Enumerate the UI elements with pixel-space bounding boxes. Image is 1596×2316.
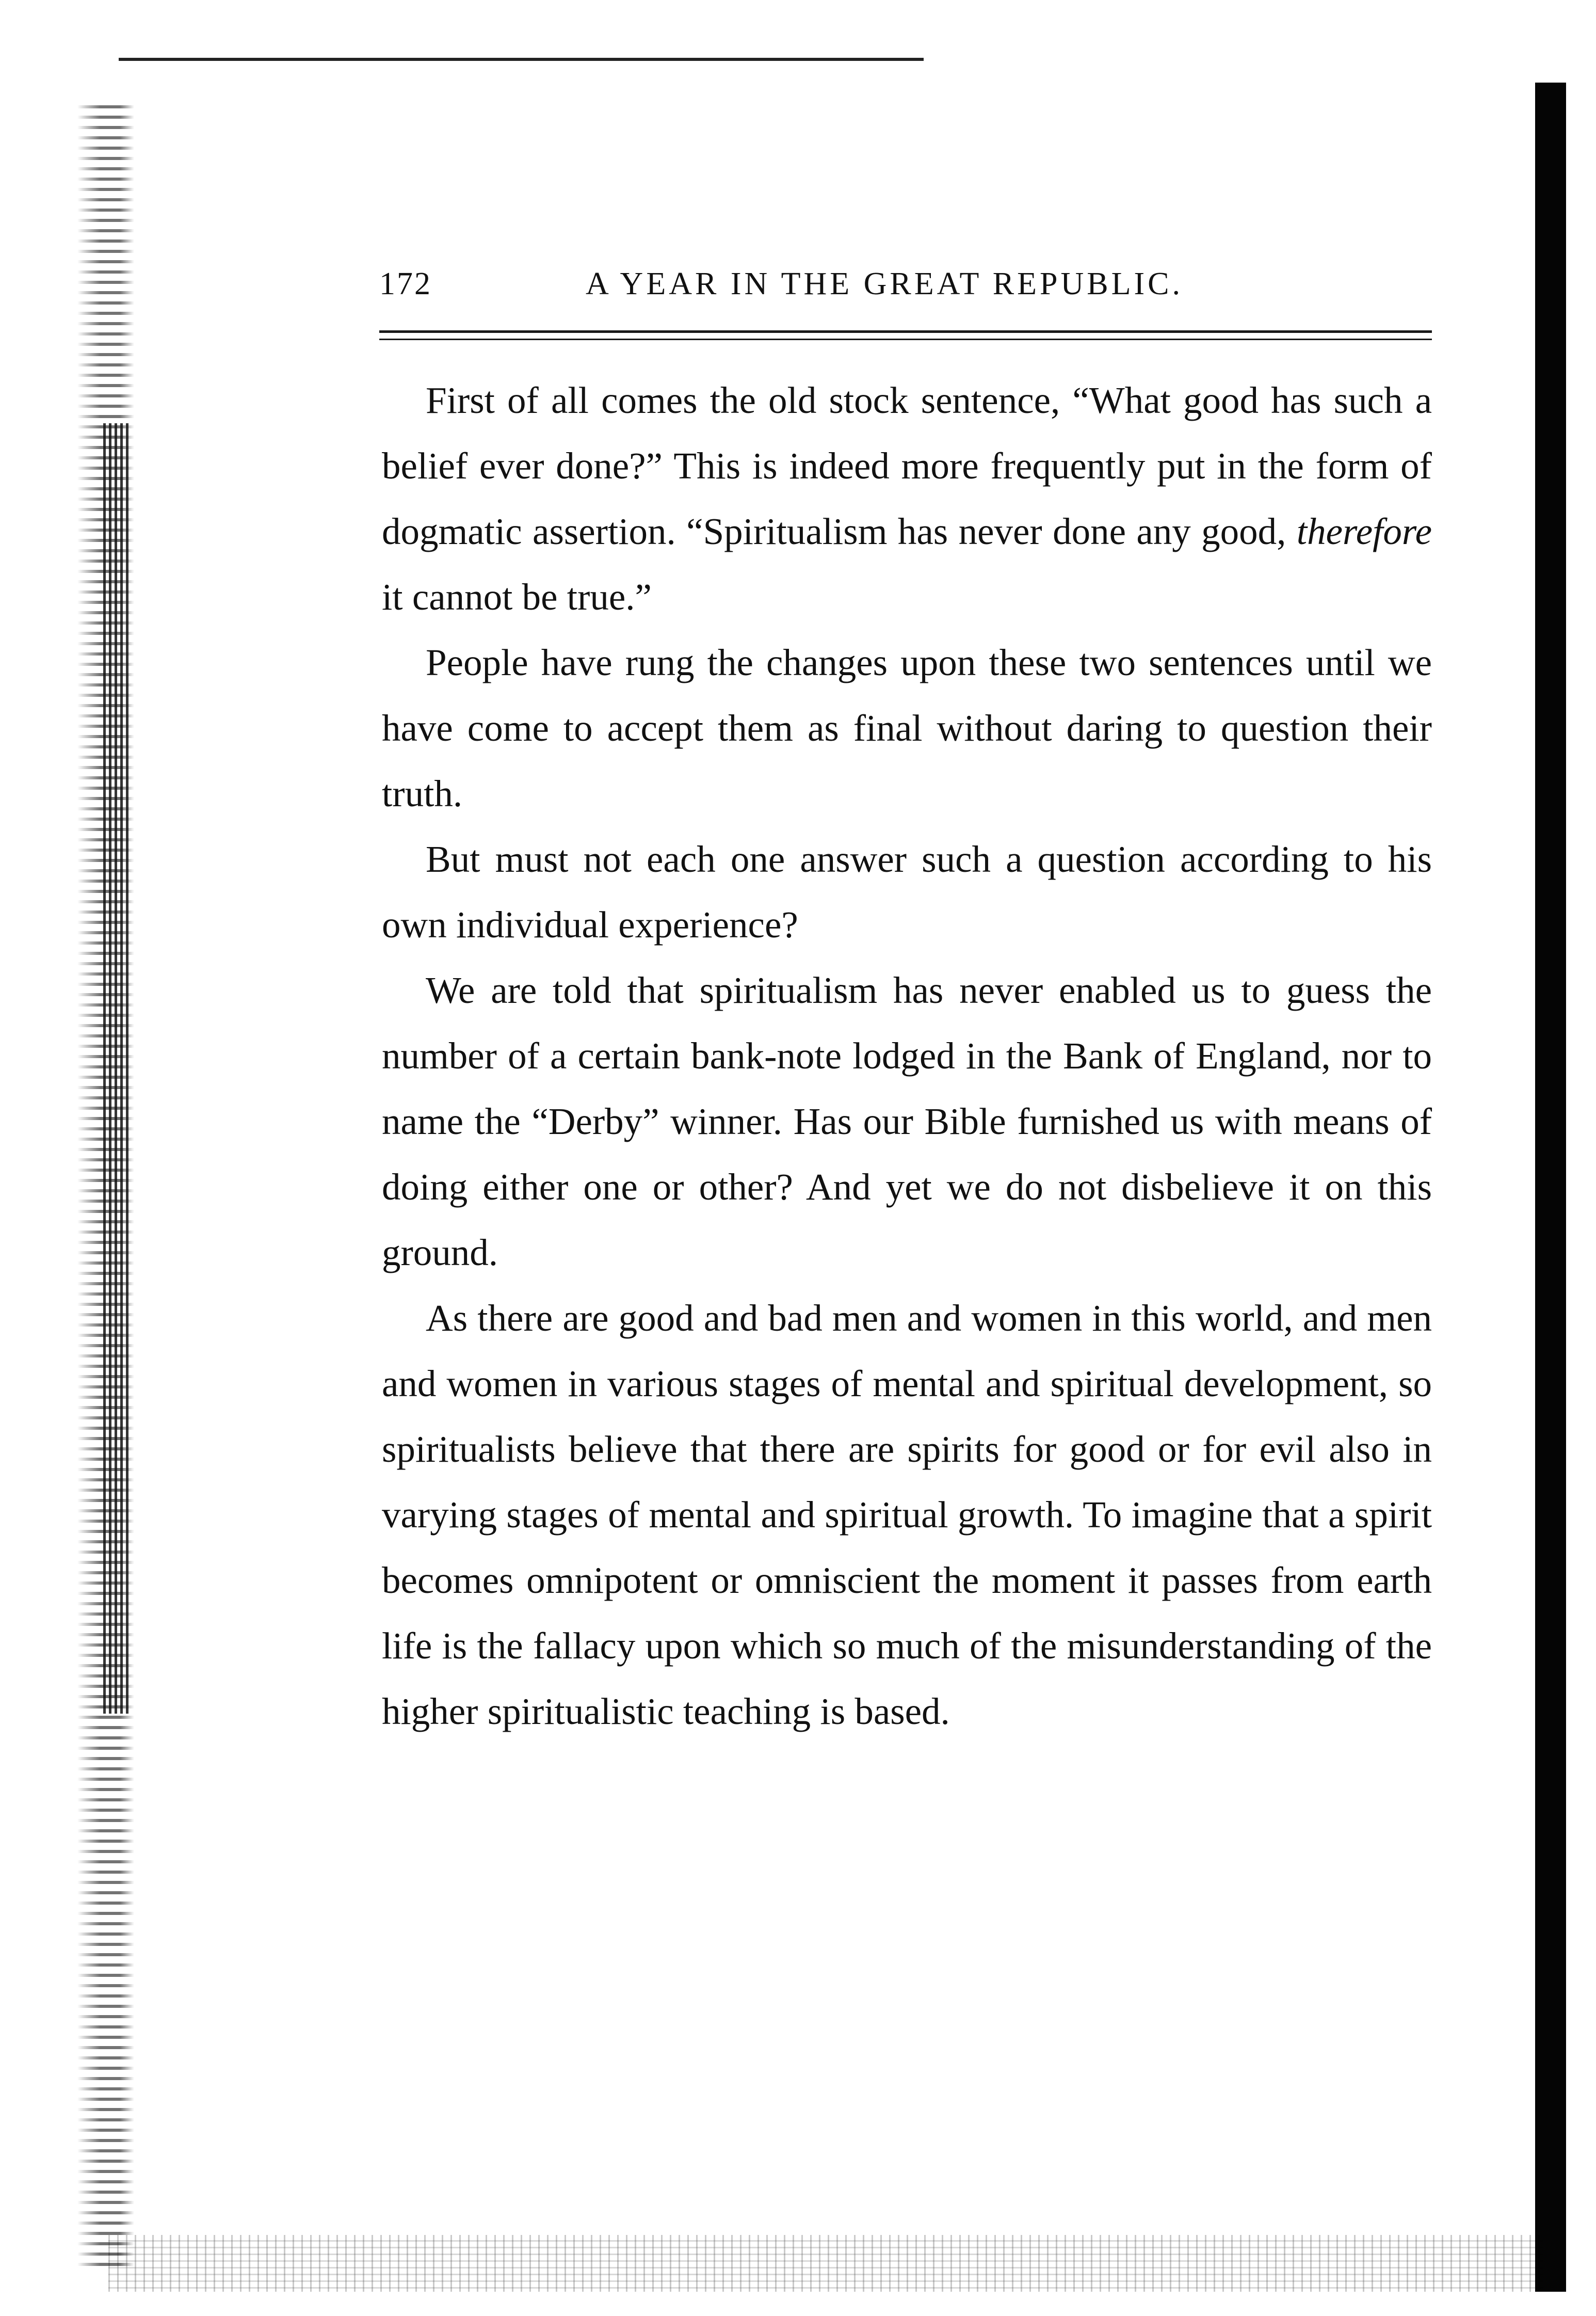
running-head-title: A YEAR IN THE GREAT REPUBLIC. [586, 266, 1184, 301]
dark-page-edge [1535, 83, 1566, 2292]
binding-edge-lines [103, 423, 129, 1714]
head-rule-thin [379, 339, 1432, 340]
paragraph-3: But must not each one answer such a question according to his own individual experience? [382, 838, 1432, 946]
paragraph-1 [382, 368, 1432, 630]
paragraph-4: We are told that spiritualism has never enabled us to guess the number of a certain bank-note lodged in the Bank of England, nor to name the “Derby” winner. Has our Bible furnished us with means of doing either one or other? And yet we do not disbelieve it on this ground. [382, 969, 1432, 1273]
top-edge-rule [119, 58, 924, 61]
paragraph-1-text-b: it cannot be true.” [382, 576, 652, 618]
paragraph-2: People have rung the changes upon these two sentences until we have come to accept them as final without daring to question their truth. [382, 642, 1432, 814]
paragraph-1-text-a: First of all comes the old stock sentence, “What good has such a belief ever done?” This is indeed more frequently put in the form of dogmatic assertion. “Spiritualism has never done any good, [382, 379, 1432, 552]
paragraph-5: As there are good and bad men and women in this world, and men and women in various stages of mental and spiritual development, so spiritualists believe that there are spirits for good or for evil also in varying stages of mental and spiritual growth. To imagine that a spirit becomes omnipotent or omniscient the moment it passes from earth life is the fallacy upon which so much of the misunderstanding of the higher spiritualistic teaching is based. [382, 1297, 1432, 1732]
bottom-edge-speckle [108, 2235, 1543, 2292]
running-head [379, 266, 1432, 312]
page-number: 172 [379, 266, 432, 301]
paragraph-1-emphasis: therefore [1296, 510, 1432, 552]
body-text [382, 368, 1432, 1744]
head-rule-thick [379, 330, 1432, 333]
